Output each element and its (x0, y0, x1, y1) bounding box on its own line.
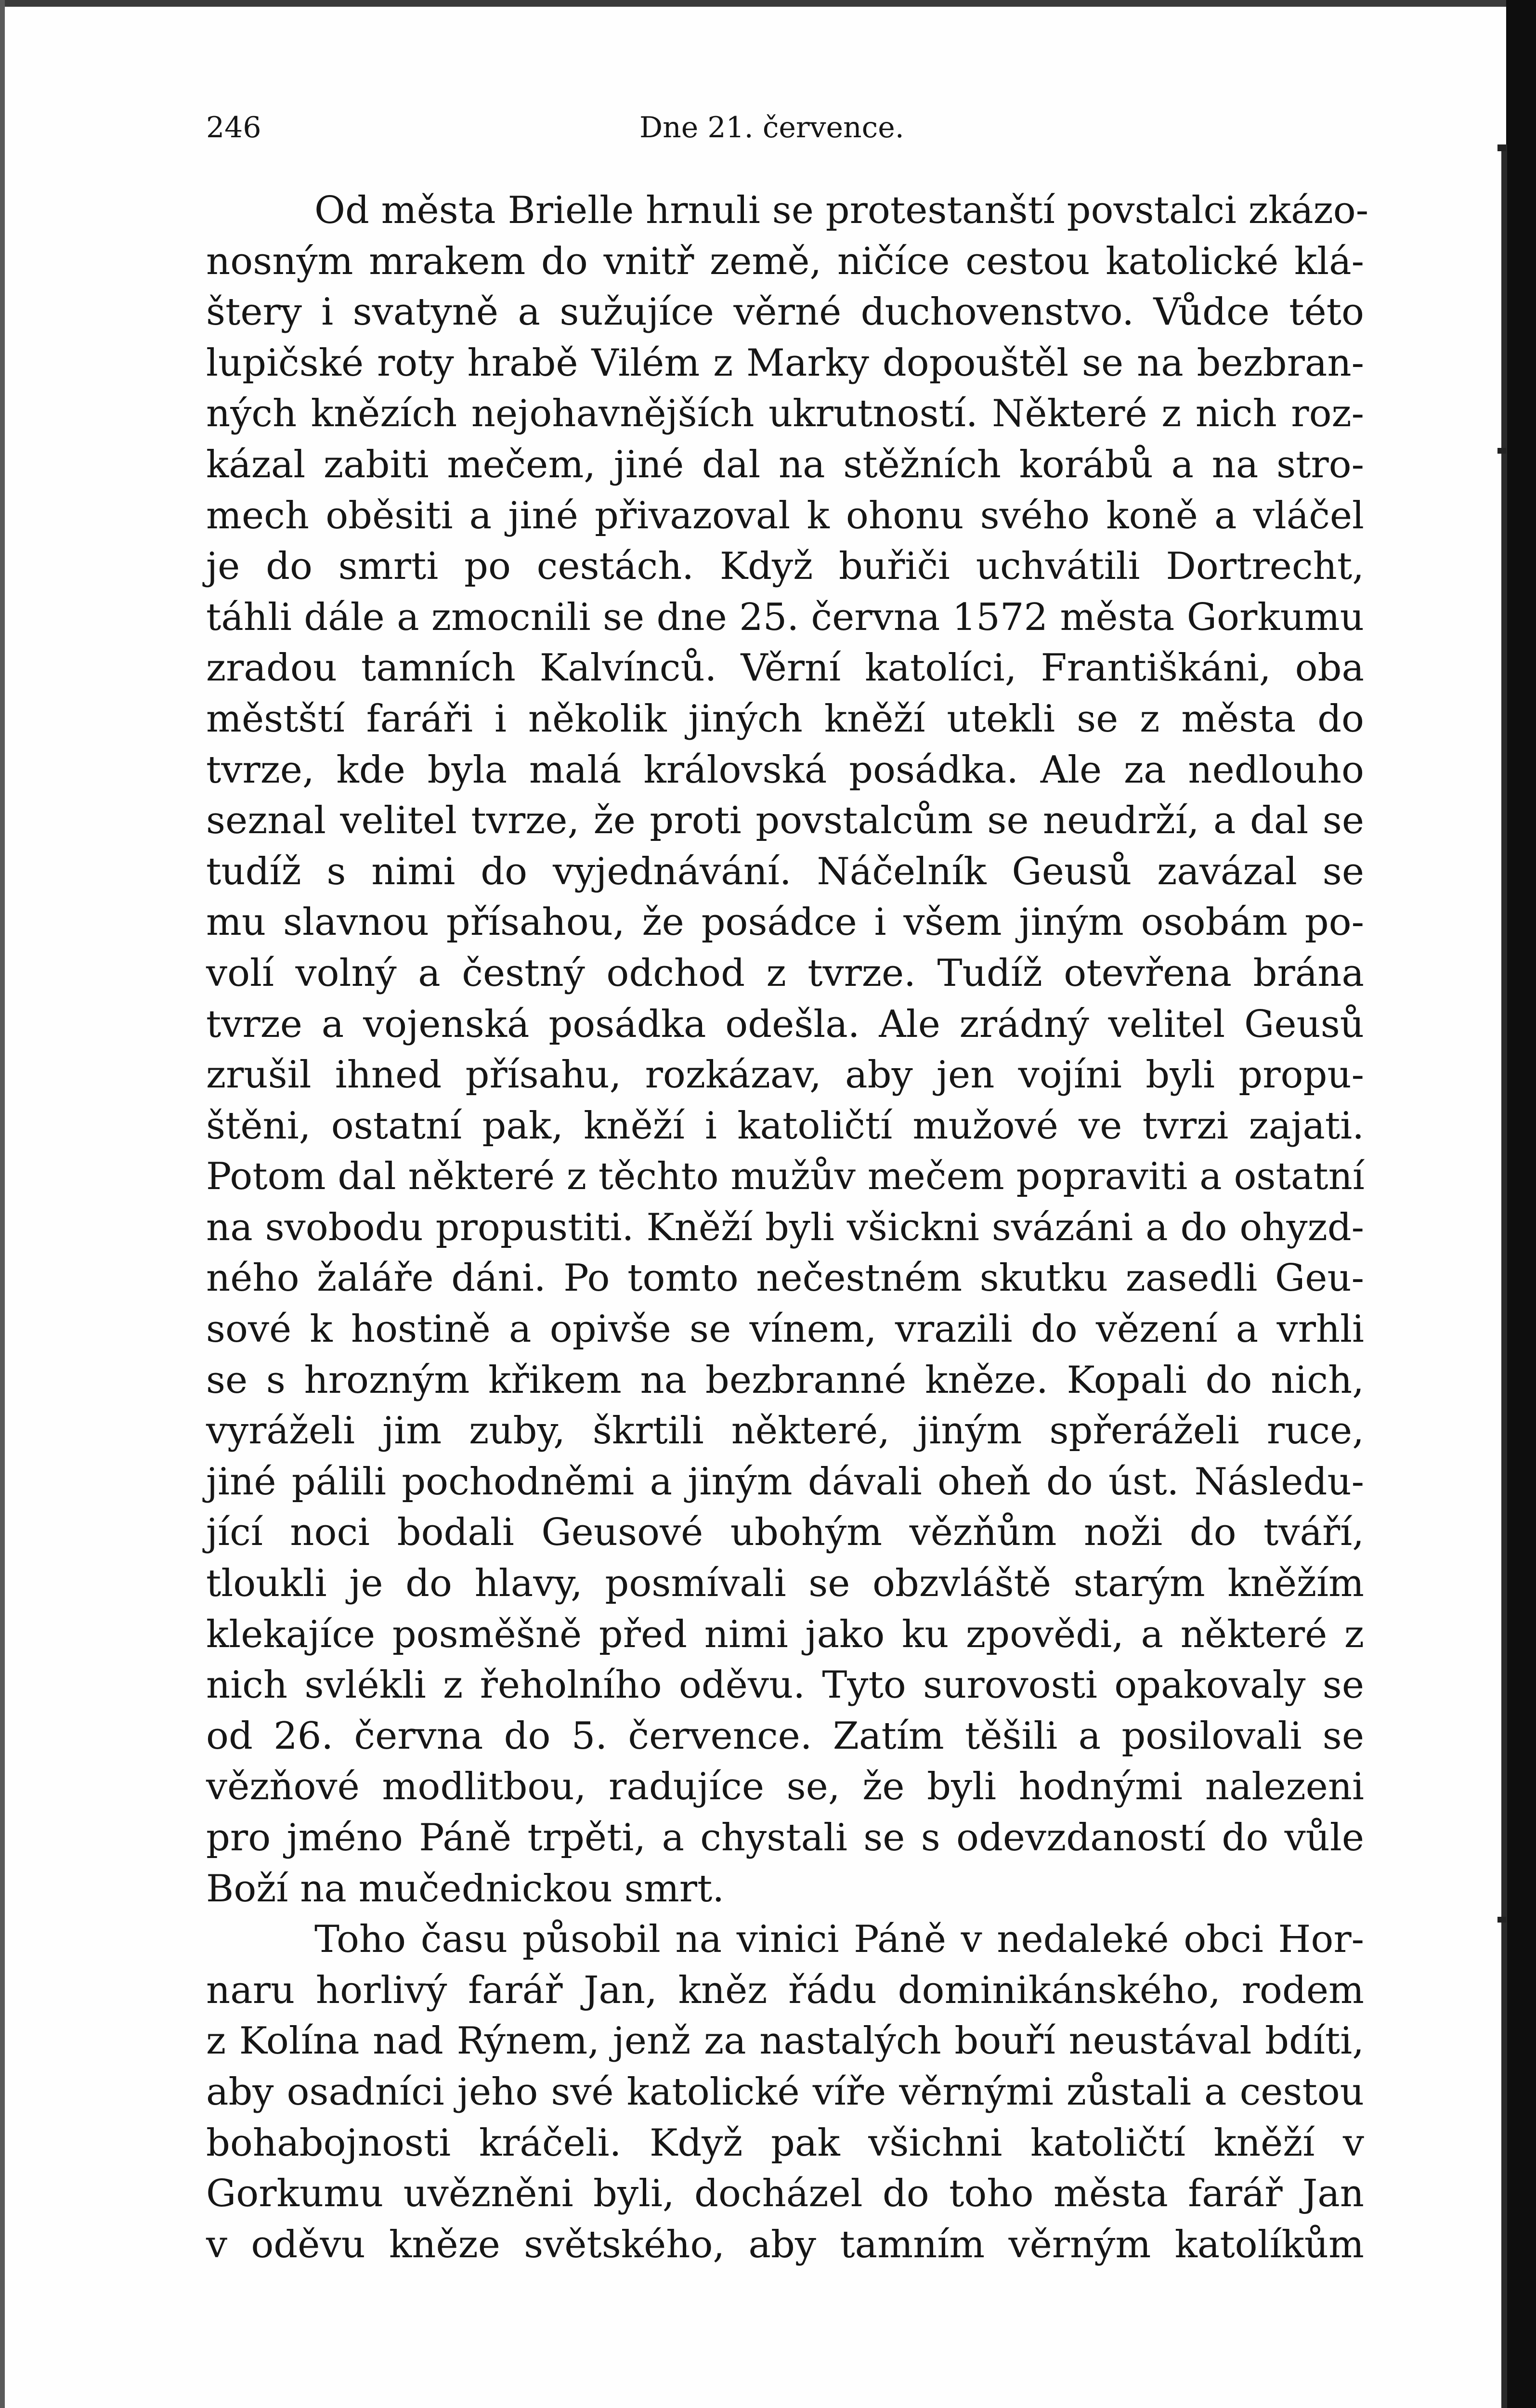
text-line: zradou tamních Kalvínců. Věrní katolíci, Františkáni, oba (206, 646, 1364, 690)
text-line: se s hrozným křikem na bezbranné kněze. Kopali do nich, (206, 1358, 1364, 1402)
paragraph-1 (206, 185, 1369, 1914)
text-line: mu slavnou přísahou, že posádce i všem jiným osobám po- (206, 901, 1364, 944)
text-line: v oděvu kněze světského, aby tamním věrným katolíkům (206, 2223, 1364, 2266)
text-line: Toho času působil na vinici Páně v nedaleké obci Hor- (314, 1918, 1364, 1962)
text-line: tvrze, kde byla malá královská posádka. Ale za nedlouho (206, 748, 1364, 792)
text-line: Boží na mučednickou smrt. (206, 1867, 725, 1911)
text-line: Gorkumu uvězněni byli, docházel do toho města farář Jan (206, 2172, 1364, 2216)
page-edge-shadow (1501, 144, 1507, 2408)
text-line: je do smrti po cestách. Když buřiči uchvátili Dortrecht, (206, 545, 1364, 589)
text-line: městští faráři i několik jiných kněží utekli se z města do (206, 697, 1364, 741)
running-title: Dne 21. července. (639, 111, 904, 144)
text-line: tvrze a vojenská posádka odešla. Ale zrádný velitel Geusů (206, 1002, 1364, 1046)
text-line: z Kolína nad Rýnem, jenž za nastalých bouří neustával bdíti, (206, 2019, 1364, 2063)
text-line: jící noci bodali Geusové ubohým vězňům noži do tváří, (206, 1511, 1364, 1555)
text-line: ného žaláře dáni. Po tomto nečestném skutku zasedli Geu- (206, 1256, 1364, 1300)
text-line: Potom dal některé z těchto mužův mečem popraviti a ostatní (206, 1155, 1365, 1199)
text-line: nosným mrakem do vnitř země, ničíce cestou katolické klá- (206, 239, 1364, 283)
page-number: 246 (206, 111, 261, 144)
text-line: jiné pálili pochodněmi a jiným dávali oheň do úst. Následu- (206, 1460, 1364, 1504)
text-line: tudíž s nimi do vyjednávání. Náčelník Geusů zavázal se (206, 850, 1364, 893)
text-line: táhli dále a zmocnili se dne 25. června 1572 města Gorkumu (206, 595, 1364, 639)
scan-border-left (0, 0, 5, 2408)
text-line: klekajíce posměšně před nimi jako ku zpovědi, a některé z (206, 1612, 1364, 1656)
text-line: mech oběsiti a jiné přivazoval k ohonu svého koně a vláčel (206, 494, 1364, 537)
scan-border-top (0, 0, 1536, 7)
text-line: sové k hostině a opivše se vínem, vrazili do vězení a vrhli (206, 1308, 1364, 1351)
text-line: lupičské roty hrabě Vilém z Marky dopouštěl se na bezbran- (206, 341, 1364, 385)
scan-border-right (1506, 0, 1536, 2408)
scan-mark (1497, 448, 1506, 454)
text-line: pro jméno Páně trpěti, a chystali se s odevzdaností do vůle (206, 1816, 1364, 1859)
text-line: seznal velitel tvrze, že proti povstalcům se neudrží, a dal se (206, 799, 1364, 843)
scan-mark (1497, 1917, 1506, 1923)
text-line: ných knězích nejohavnějších ukrutností. Některé z nich roz- (206, 392, 1364, 436)
text-line: vězňové modlitbou, radujíce se, že byli hodnými nalezeni (206, 1765, 1364, 1809)
text-line: na svobodu propustiti. Kněží byli všickni svázáni a do ohyzd- (206, 1205, 1364, 1249)
text-line: volí volný a čestný odchod z tvrze. Tudíž otevřena brána (206, 951, 1364, 995)
body-text (206, 185, 1369, 2270)
text-line: kázal zabiti mečem, jiné dal na stěžních korábů a na stro- (206, 443, 1364, 486)
text-line: naru horlivý farář Jan, kněz řádu dominikánského, rodem (206, 1968, 1364, 2012)
text-line: od 26. června do 5. července. Zatím těšili a posilovali se (206, 1714, 1364, 1758)
text-line: aby osadníci jeho své katolické víře věrnými zůstali a cestou (206, 2070, 1364, 2114)
text-line: zrušil ihned přísahu, rozkázav, aby jen vojíni byli propu- (206, 1053, 1364, 1097)
text-line: štery i svatyně a sužujíce věrné duchovenstvo. Vůdce této (206, 290, 1364, 334)
text-line: nich svlékli z řeholního oděvu. Tyto surovosti opakovaly se (206, 1663, 1364, 1707)
scan-mark (1497, 144, 1506, 151)
text-line: vyráželi jim zuby, škrtili některé, jiným spřeráželi ruce, (206, 1409, 1364, 1453)
text-line: tloukli je do hlavy, posmívali se obzvláště starým kněžím (206, 1562, 1364, 1606)
text-line: Od města Brielle hrnuli se protestanští povstalci zkázo- (314, 189, 1369, 232)
text-line: bohabojnosti kráčeli. Když pak všichni katoličtí kněží v (206, 2121, 1364, 2165)
running-header (206, 99, 1386, 157)
text-line: štěni, ostatní pak, kněží i katoličtí mužové ve tvrzi zajati. (206, 1104, 1364, 1148)
paragraph-2 (206, 1914, 1364, 2270)
